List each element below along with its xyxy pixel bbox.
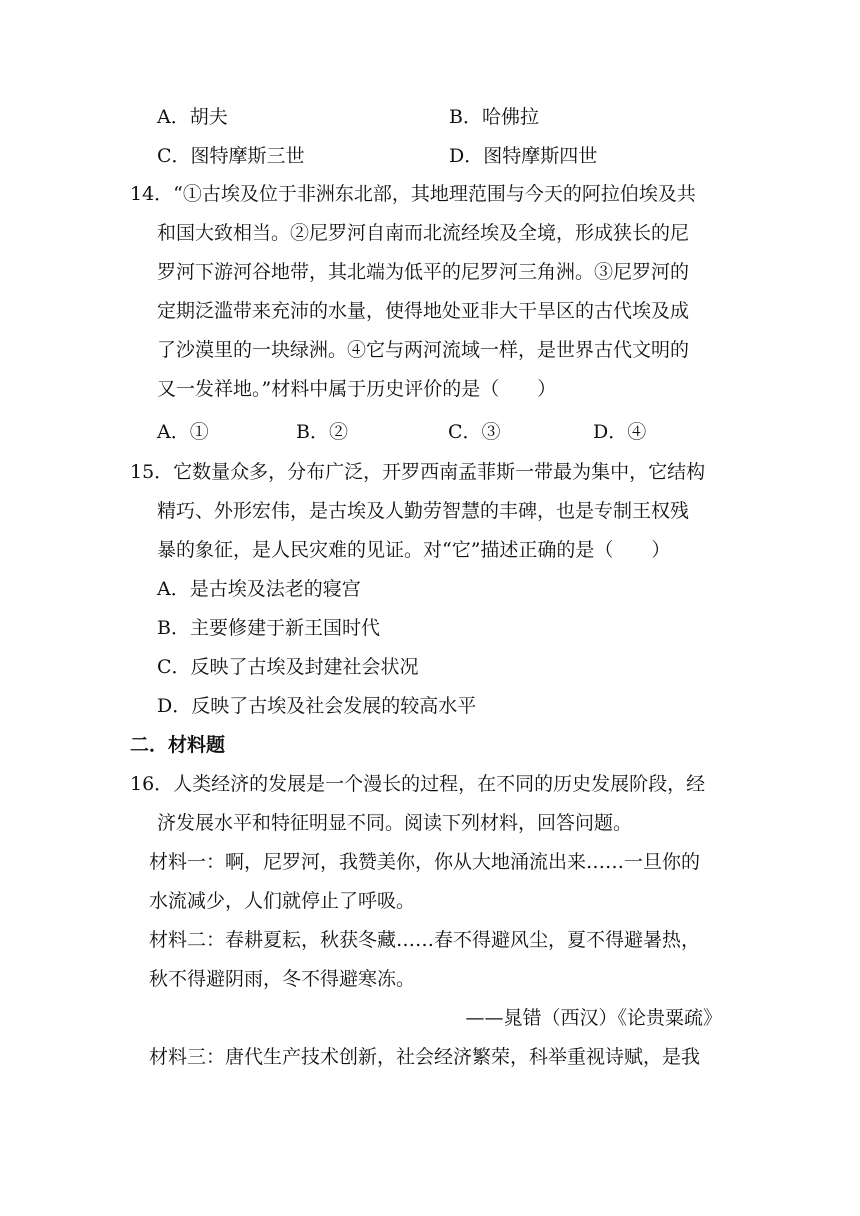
question-15-line: 15．它数量众多，分布广泛，开罗西南孟菲斯一带最为集中，它结构 [130,461,706,483]
question-15-line: 精巧、外形宏伟，是古埃及人勤劳智慧的丰碑，也是专制王权残 [157,500,690,522]
option-d: D．反映了古埃及社会发展的较高水平 [157,695,477,717]
question-16-line: 济发展水平和特征明显不同。阅读下列材料，回答问题。 [157,812,633,834]
question-14-line: 罗河下游河谷地带，其北端为低平的尼罗河三角洲。③尼罗河的 [157,261,690,283]
question-14-line: 定期泛滥带来充沛的水量，使得地处亚非大干旱区的古代埃及成 [157,300,690,322]
option-a: A．① [157,421,209,443]
material-1-line: 水流减少，人们就停止了呼吸。 [149,890,416,912]
material-3-line: 材料三：唐代生产技术创新，社会经济繁荣，科举重视诗赋，是我 [149,1046,701,1068]
question-14-line: 和国大致相当。②尼罗河自南而北流经埃及全境，形成狭长的尼 [157,222,690,244]
question-16-line: 16．人类经济的发展是一个漫长的过程，在不同的历史发展阶段，经 [130,773,706,795]
question-14-line: 了沙漠里的一块绿洲。④它与两河流域一样，是世界古代文明的 [157,339,690,361]
option-d: D．④ [593,421,647,443]
question-14-line: 14．“①古埃及位于非洲东北部，其地理范围与今天的阿拉伯埃及共 [130,183,696,205]
material-1-line: 材料一：啊，尼罗河，我赞美你，你从大地涌流出来……一旦你的 [149,851,701,873]
section-heading: 二．材料题 [130,734,226,756]
question-14-line: 又一发祥地。”材料中属于历史评价的是（ ） [157,378,557,400]
option-c: C．③ [448,421,501,443]
option-b: B．主要修建于新王国时代 [157,617,380,639]
option-a: A．是古埃及法老的寝宫 [157,578,361,600]
option-c: C．反映了古埃及封建社会状况 [157,656,419,678]
option-b: B．哈佛拉 [449,106,539,128]
question-15-line: 暴的象征，是人民灾难的见证。对“它”描述正确的是（ ） [157,539,671,561]
option-d: D．图特摩斯四世 [449,145,598,167]
material-2-line: 材料二：春耕夏耘，秋获冬藏……春不得避风尘，夏不得避暑热， [149,929,701,951]
material-2-line: 秋不得避阴雨，冬不得避寒冻。 [149,968,416,990]
option-b: B．② [296,421,348,443]
material-2-source: ——晁错（西汉）《论贵粟疏》 [465,1007,722,1029]
option-a: A．胡夫 [157,106,228,128]
option-c: C．图特摩斯三世 [157,145,305,167]
